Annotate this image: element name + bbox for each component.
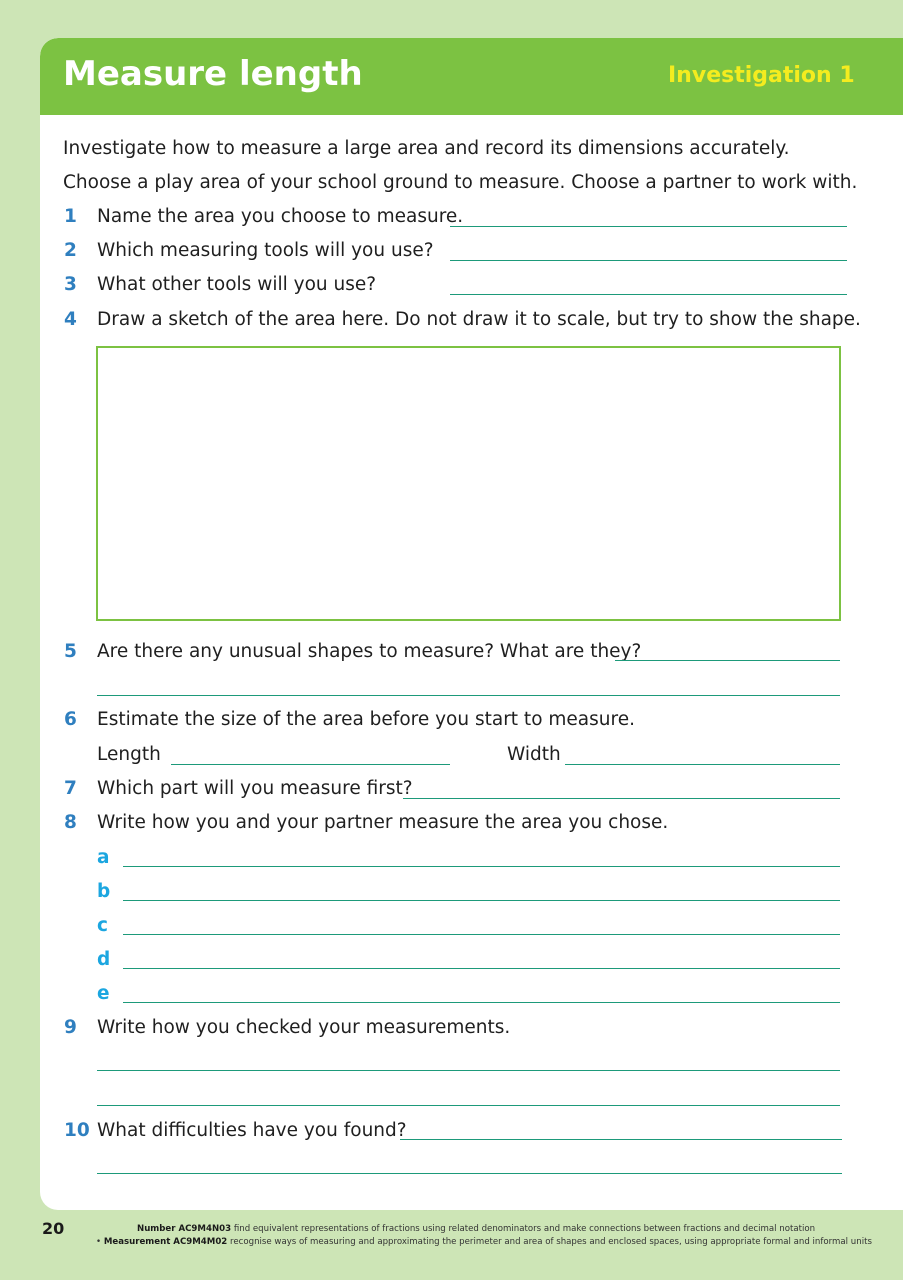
answer-line-9b[interactable] — [97, 1105, 840, 1106]
answer-line-8c[interactable] — [123, 934, 840, 935]
header-bar — [40, 38, 903, 115]
curriculum-note-2 — [96, 1237, 872, 1248]
question-text-6: Estimate the size of the area before you start to measure. — [97, 709, 635, 730]
question-text-10: What difficulties have you found? — [97, 1120, 407, 1141]
question-text-5: Are there any unusual shapes to measure? What are they? — [97, 641, 642, 662]
question-text-1: Name the area you choose to measure. — [97, 206, 464, 227]
answer-line-7[interactable] — [403, 798, 840, 799]
question-text-9: Write how you checked your measurements. — [97, 1017, 511, 1038]
bullet: • — [96, 1237, 104, 1247]
answer-line-5b[interactable] — [97, 695, 840, 696]
question-number-4: 4 — [64, 309, 77, 330]
question-text-3: What other tools will you use? — [97, 274, 377, 295]
sub-item-c-label: c — [97, 915, 108, 936]
answer-line-10a[interactable] — [400, 1139, 842, 1140]
question-text-4: Draw a sketch of the area here. Do not draw it to scale, but try to show the shape. — [97, 309, 861, 330]
length-answer-line[interactable] — [171, 764, 450, 765]
question-number-10: 10 — [64, 1120, 90, 1141]
answer-line-3[interactable] — [450, 294, 847, 295]
question-text-8: Write how you and your partner measure the area you chose. — [97, 812, 669, 833]
answer-line-10b[interactable] — [97, 1173, 842, 1174]
question-text-2: Which measuring tools will you use? — [97, 240, 434, 261]
intro-line-1: Investigate how to measure a large area and record its dimensions accurately. — [63, 138, 790, 159]
answer-line-8a[interactable] — [123, 866, 840, 867]
question-number-9: 9 — [64, 1017, 77, 1038]
investigation-label: Investigation 1 — [668, 63, 855, 88]
question-number-5: 5 — [64, 641, 77, 662]
curriculum-text-number: find equivalent representations of fractions using related denominators and make connections between fractions and decimal notation — [231, 1224, 816, 1234]
answer-line-9a[interactable] — [97, 1070, 840, 1071]
question-number-7: 7 — [64, 778, 77, 799]
question-number-6: 6 — [64, 709, 77, 730]
answer-line-5a[interactable] — [615, 660, 840, 661]
question-number-8: 8 — [64, 812, 77, 833]
answer-line-8e[interactable] — [123, 1002, 840, 1003]
curriculum-note-1 — [137, 1224, 815, 1235]
page-title: Measure length — [63, 54, 363, 94]
sub-item-b-label: b — [97, 881, 111, 902]
page-number: 20 — [42, 1219, 65, 1238]
curriculum-text-measurement: recognise ways of measuring and approximating the perimeter and area of shapes and enclosed spaces, using appropriate formal and informal units — [227, 1237, 872, 1247]
sub-item-a-label: a — [97, 847, 110, 868]
curriculum-code-number: Number AC9M4N03 — [137, 1224, 232, 1234]
width-label: Width — [507, 744, 561, 765]
sketch-box[interactable] — [96, 346, 841, 621]
length-label: Length — [97, 744, 161, 765]
answer-line-2[interactable] — [450, 260, 847, 261]
answer-line-1[interactable] — [450, 226, 847, 227]
intro-line-2: Choose a play area of your school ground to measure. Choose a partner to work with. — [63, 172, 858, 193]
question-number-3: 3 — [64, 274, 77, 295]
question-number-1: 1 — [64, 206, 77, 227]
sub-item-e-label: e — [97, 983, 110, 1004]
curriculum-code-measurement: Measurement AC9M4M02 — [103, 1237, 228, 1247]
width-answer-line[interactable] — [565, 764, 840, 765]
question-text-7: Which part will you measure first? — [97, 778, 413, 799]
sub-item-d-label: d — [97, 949, 111, 970]
question-number-2: 2 — [64, 240, 77, 261]
answer-line-8d[interactable] — [123, 968, 840, 969]
answer-line-8b[interactable] — [123, 900, 840, 901]
